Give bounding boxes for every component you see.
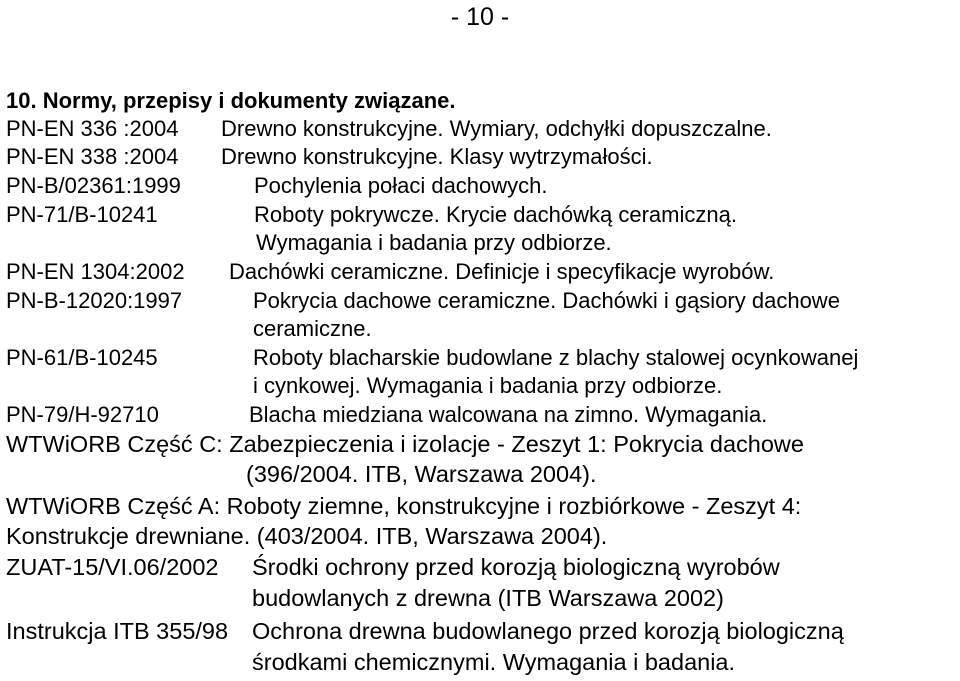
- standard-title: Drewno konstrukcyjne. Klasy wytrzymałości.: [221, 144, 653, 169]
- standard-code: PN-79/H-92710: [6, 402, 159, 427]
- zuat-title-continuation: budowlanych z drewna (ITB Warszawa 2002): [252, 585, 724, 611]
- standard-title: Pokrycia dachowe ceramiczne. Dachówki i gąsiory dachowe: [253, 288, 840, 313]
- section-title: 10. Normy, przepisy i dokumenty związane.: [6, 88, 456, 113]
- wtwiorb-part-a-continuation: Konstrukcje drewniane. (403/2004. ITB, Warszawa 2004).: [6, 523, 608, 549]
- zuat-code: ZUAT-15/VI.06/2002: [6, 554, 219, 580]
- zuat-title: Środki ochrony przed korozją biologiczną wyrobów: [252, 554, 780, 580]
- standard-title: Dachówki ceramiczne. Definicje i specyfikacje wyrobów.: [229, 259, 775, 284]
- standard-title-continuation: ceramiczne.: [253, 316, 372, 341]
- wtwiorb-part-c-continuation: (396/2004. ITB, Warszawa 2004).: [246, 461, 597, 487]
- standard-title: Drewno konstrukcyjne. Wymiary, odchyłki dopuszczalne.: [221, 116, 772, 141]
- wtwiorb-part-a: WTWiORB Część A: Roboty ziemne, konstrukcyjne i rozbiórkowe - Zeszyt 4:: [6, 493, 802, 519]
- standard-title: Pochylenia połaci dachowych.: [254, 173, 548, 198]
- page-number: - 10 -: [450, 3, 510, 31]
- standard-code: PN-B-12020:1997: [6, 288, 183, 313]
- standard-code: PN-61/B-10245: [6, 345, 158, 370]
- standard-code: PN-EN 1304:2002: [6, 259, 185, 284]
- standard-title: Roboty blacharskie budowlane z blachy stalowej ocynkowanej: [253, 345, 859, 370]
- standard-title-continuation: i cynkowej. Wymagania i badania przy odbiorze.: [253, 373, 723, 398]
- standard-code: PN-EN 338 :2004: [6, 144, 179, 169]
- standard-title-continuation: Wymagania i badania przy odbiorze.: [256, 230, 612, 255]
- itb-instruction-code: Instrukcja ITB 355/98: [6, 618, 229, 644]
- itb-instruction-title-continuation: środkami chemicznymi. Wymagania i badania.: [252, 649, 736, 675]
- standard-title: Roboty pokrywcze. Krycie dachówką ceramiczną.: [254, 202, 737, 227]
- standard-code: PN-B/02361:1999: [6, 173, 181, 198]
- standard-code: PN-71/B-10241: [6, 202, 158, 227]
- standard-title: Blacha miedziana walcowana na zimno. Wymagania.: [249, 402, 768, 427]
- standard-code: PN-EN 336 :2004: [6, 116, 179, 141]
- itb-instruction-title: Ochrona drewna budowlanego przed korozją biologiczną: [252, 618, 844, 644]
- wtwiorb-part-c: WTWiORB Część C: Zabezpieczenia i izolacje - Zeszyt 1: Pokrycia dachowe: [6, 431, 804, 457]
